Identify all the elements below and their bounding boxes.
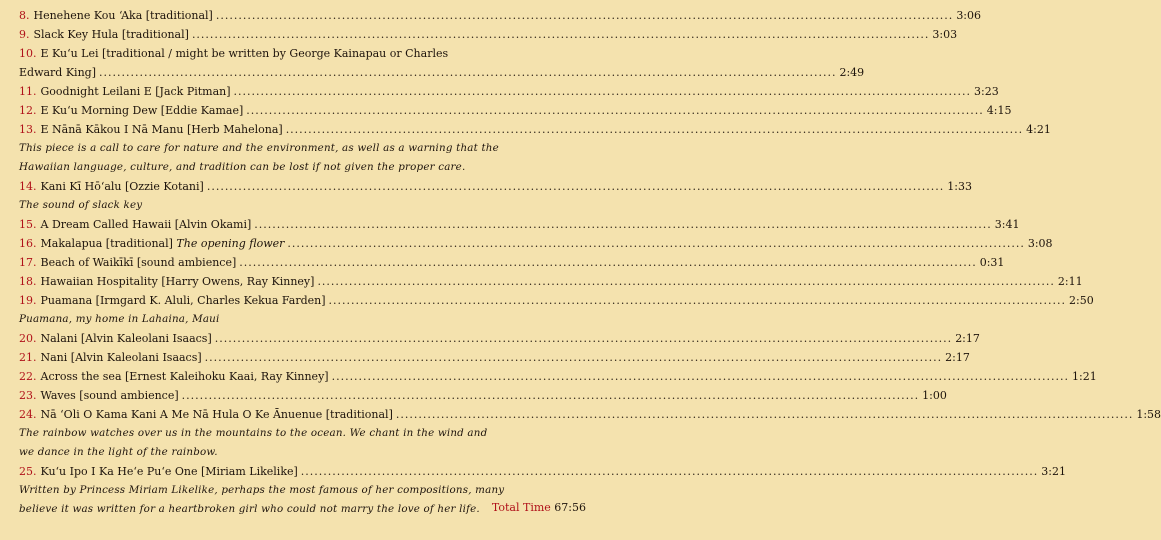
track-title — [41, 234, 285, 253]
track-row — [19, 6, 982, 25]
dot-leader — [192, 25, 929, 44]
track-row — [19, 44, 586, 63]
track-number: 22. — [19, 370, 37, 383]
track-row — [19, 101, 1012, 120]
track-title: Nā ‘Oli O Kama Kani A Me Nā Hula O Ke Ānuenue [traditional] — [40, 408, 393, 421]
dot-leader — [239, 253, 976, 272]
track-note: The rainbow watches over us in the mountains to the ocean. We chant in the wind and — [19, 427, 488, 439]
track-note: believe it was written for a heartbroken girl who could not marry the love of her life. — [19, 503, 480, 515]
track-number: 23. — [19, 389, 37, 402]
track-duration: 3:08 — [1027, 237, 1053, 250]
track-row — [19, 291, 1094, 310]
dot-leader — [234, 82, 971, 101]
dot-leader — [207, 177, 944, 196]
track-number: 25. — [19, 465, 37, 478]
track-title-continued: Edward King] — [19, 66, 96, 79]
track-duration: 2:17 — [955, 332, 980, 345]
track-duration: 3:23 — [974, 85, 999, 98]
track-duration: 2:11 — [1057, 275, 1083, 288]
track-title-text: Makalapua [traditional] — [40, 237, 173, 250]
dot-leader — [396, 405, 1133, 424]
track-note: The sound of slack key — [19, 199, 143, 211]
track-row — [19, 462, 1066, 481]
track-duration: 1:21 — [1072, 370, 1097, 383]
track-duration: 0:31 — [979, 256, 1005, 269]
track-row — [19, 253, 1005, 272]
track-row — [19, 348, 970, 367]
track-row — [19, 367, 1097, 386]
track-title: Nani [Alvin Kaleolani Isaacs] — [40, 351, 202, 364]
track-note: This piece is a call to care for nature and the environment, as well as a warning that the — [19, 142, 499, 154]
track-duration: 4:21 — [1026, 123, 1051, 136]
track-row-continued — [19, 63, 865, 82]
dot-leader — [254, 215, 991, 234]
track-duration: 4:15 — [986, 104, 1012, 117]
track-duration: 2:17 — [945, 351, 970, 364]
track-row — [19, 405, 1161, 424]
track-subtitle: The opening flower — [176, 237, 285, 250]
dot-leader — [246, 101, 983, 120]
track-number: 17. — [19, 256, 37, 269]
track-duration: 3:41 — [994, 218, 1020, 231]
dot-leader — [215, 329, 952, 348]
track-number: 21. — [19, 351, 37, 364]
dot-leader — [317, 272, 1054, 291]
track-title: Puamana [Irmgard K. Aluli, Charles Kekua Farden] — [40, 294, 326, 307]
track-duration: 3:03 — [932, 28, 958, 41]
track-number: 19. — [19, 294, 37, 307]
track-number: 10. — [19, 47, 37, 60]
track-number: 8. — [19, 9, 30, 22]
track-row — [19, 82, 999, 101]
track-row — [19, 120, 1051, 139]
dot-leader — [287, 234, 1024, 253]
track-number: 20. — [19, 332, 37, 345]
dot-leader — [99, 63, 836, 82]
track-row — [19, 25, 958, 44]
track-number: 9. — [19, 28, 30, 41]
track-title: A Dream Called Hawaii [Alvin Okami] — [40, 218, 252, 231]
track-title: Kani Kī Hō‘alu [Ozzie Kotani] — [40, 180, 204, 193]
track-number: 11. — [19, 85, 37, 98]
track-title: Hawaiian Hospitality [Harry Owens, Ray Kinney] — [40, 275, 315, 288]
dot-leader — [301, 462, 1038, 481]
track-number: 14. — [19, 180, 37, 193]
total-time — [492, 501, 586, 514]
track-title: Slack Key Hula [traditional] — [33, 28, 189, 41]
track-duration: 2:50 — [1069, 294, 1094, 307]
track-row — [19, 215, 1020, 234]
track-number: 12. — [19, 104, 37, 117]
dot-leader — [286, 120, 1023, 139]
track-title: Beach of Waikīkī [sound ambience] — [40, 256, 237, 269]
track-row — [19, 177, 972, 196]
track-title: E Ku‘u Morning Dew [Eddie Kamae] — [40, 104, 244, 117]
track-number: 16. — [19, 237, 37, 250]
track-row — [19, 234, 1053, 253]
total-time-label: Total Time — [491, 501, 551, 514]
track-title: Henehene Kou ‘Aka [traditional] — [33, 9, 213, 22]
track-number: 13. — [19, 123, 37, 136]
dot-leader — [216, 6, 953, 25]
track-row — [19, 329, 980, 348]
track-row — [19, 272, 1083, 291]
track-title: E Ku‘u Lei [traditional / might be written by George Kainapau or Charles — [40, 47, 449, 60]
track-note: we dance in the light of the rainbow. — [19, 446, 218, 458]
track-number: 24. — [19, 408, 37, 421]
track-duration: 3:21 — [1041, 465, 1066, 478]
track-title: Ku‘u Ipo I Ka He‘e Pu‘e One [Miriam Likelike] — [40, 465, 298, 478]
track-duration: 2:49 — [839, 66, 865, 79]
track-title: Across the sea [Ernest Kaleihoku Kaai, Ray Kinney] — [40, 370, 329, 383]
track-number: 18. — [19, 275, 37, 288]
track-note: Puamana, my home in Lahaina, Maui — [19, 313, 220, 325]
track-title: Goodnight Leilani E [Jack Pitman] — [40, 85, 231, 98]
total-time-value: 67:56 — [554, 501, 586, 514]
dot-leader — [182, 386, 919, 405]
dot-leader — [205, 348, 942, 367]
track-duration: 1:33 — [947, 180, 972, 193]
track-title: E Nānā Kākou I Nā Manu [Herb Mahelona] — [40, 123, 283, 136]
track-note: Hawaiian language, culture, and tradition can be lost if not given the proper care. — [19, 161, 466, 173]
track-note: Written by Princess Miriam Likelike, perhaps the most famous of her compositions, many — [19, 484, 505, 496]
dot-leader — [332, 367, 1069, 386]
track-title: Waves [sound ambience] — [40, 389, 179, 402]
track-title: Nalani [Alvin Kaleolani Isaacs] — [40, 332, 212, 345]
dot-leader — [329, 291, 1066, 310]
track-row — [19, 386, 947, 405]
track-duration: 1:58 — [1136, 408, 1161, 421]
track-duration: 3:06 — [956, 9, 982, 22]
track-number: 15. — [19, 218, 37, 231]
track-duration: 1:00 — [922, 389, 947, 402]
